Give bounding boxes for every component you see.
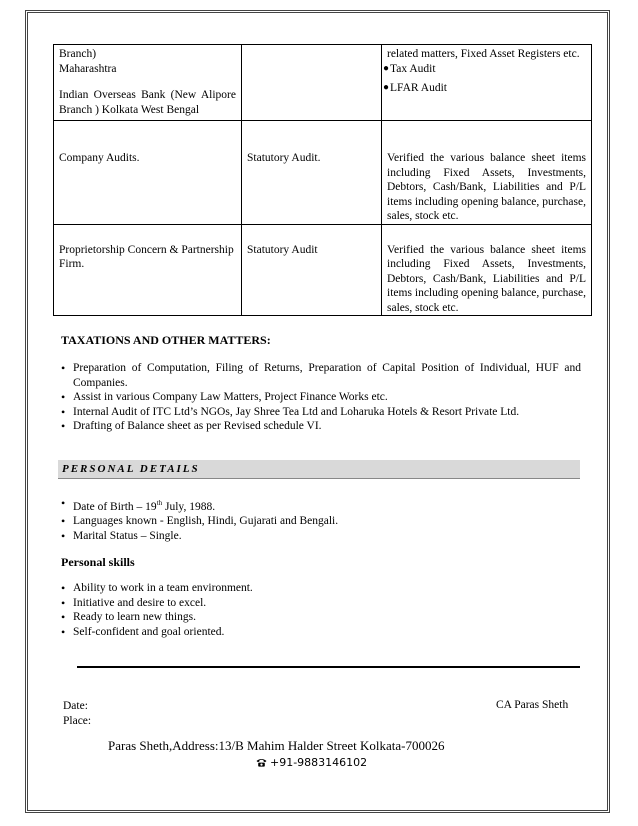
date-place-block xyxy=(63,699,91,729)
table-cell-work: Verified the various balance sheet items including Fixed Assets, Investments, Debtors, Cash/Bank, Liabilities and P/L items including opening balance, purchase, sales, stock etc. xyxy=(382,224,592,316)
taxation-list xyxy=(61,361,581,434)
table-row xyxy=(54,224,592,316)
personal-details-heading: PERSONAL DETAILS xyxy=(62,463,200,475)
list-item-marital: • Marital Status – Single. xyxy=(61,529,581,544)
work-line: related matters, Fixed Asset Registers etc. xyxy=(387,48,580,60)
list-item: • Assist in various Company Law Matters, Project Finance Works etc. xyxy=(61,390,581,405)
client-paragraph: Indian Overseas Bank (New Alipore Branch ) Kolkata West Bengal xyxy=(59,89,236,116)
list-item-languages: • Languages known - English, Hindi, Gujarati and Bengali. xyxy=(61,514,581,529)
phone-number: +91-9883146102 xyxy=(270,756,368,769)
list-item: • Ability to work in a team environment. xyxy=(61,581,581,596)
dob-prefix: Date of Birth – 19 xyxy=(73,500,157,513)
bullet-icon: ● xyxy=(383,82,390,93)
table-cell-type: Statutory Audit xyxy=(242,224,382,316)
list-item: • Internal Audit of ITC Ltd’s NGOs, Jay Shree Tea Ltd and Loharuka Hotels & Resort Private Ltd. xyxy=(61,405,581,420)
work-bullet-text: LFAR Audit xyxy=(390,82,447,94)
table-cell-work: Verified the various balance sheet items including Fixed Assets, Investments, Debtors, Cash/Bank, Liabilities and P/L items including opening balance, purchase, sales, stock etc. xyxy=(382,121,592,225)
work-bullet-text: Tax Audit xyxy=(390,62,436,75)
list-item: • Preparation of Computation, Filing of Returns, Preparation of Capital Position of Individual, HUF and Companies. xyxy=(61,361,581,390)
table-row xyxy=(54,45,592,121)
divider xyxy=(77,666,580,668)
bullet-icon: ● xyxy=(383,62,390,74)
audit-experience-table xyxy=(53,44,592,316)
table-cell-client: Proprietorship Concern & Partnership Firm. xyxy=(54,224,242,316)
skills-heading: Personal skills xyxy=(61,555,135,569)
signature-name: CA Paras Sheth xyxy=(496,699,569,711)
table-cell-client xyxy=(54,45,242,121)
personal-details-list xyxy=(61,496,581,543)
table-cell-work xyxy=(382,45,592,121)
dob-superscript: th xyxy=(156,499,163,507)
personal-details-header xyxy=(58,460,580,479)
list-item xyxy=(383,81,586,96)
client-line: Branch) xyxy=(59,48,97,60)
table-cell-type: Statutory Audit. xyxy=(242,121,382,225)
table-cell-client: Company Audits. xyxy=(54,121,242,225)
dob-suffix: July, 1988. xyxy=(162,500,216,513)
table-cell-type xyxy=(242,45,382,121)
list-item: • Drafting of Balance sheet as per Revised schedule VI. xyxy=(61,419,581,434)
date-label: Date: xyxy=(63,700,88,712)
footer-phone xyxy=(256,756,367,769)
list-item: • Self-confident and goal oriented. xyxy=(61,625,581,640)
table-row xyxy=(54,121,592,225)
list-item-dob xyxy=(61,496,581,514)
place-label: Place: xyxy=(63,715,92,727)
taxation-heading: TAXATIONS AND OTHER MATTERS: xyxy=(61,333,271,347)
skills-list xyxy=(61,581,581,639)
list-item xyxy=(383,62,586,77)
telephone-icon xyxy=(256,758,267,767)
list-item: • Initiative and desire to excel. xyxy=(61,596,581,611)
footer-address: Paras Sheth,Address:13/B Mahim Halder Street Kolkata-700026 xyxy=(108,738,445,753)
client-line: Maharashtra xyxy=(59,62,117,75)
list-item: • Ready to learn new things. xyxy=(61,610,581,625)
